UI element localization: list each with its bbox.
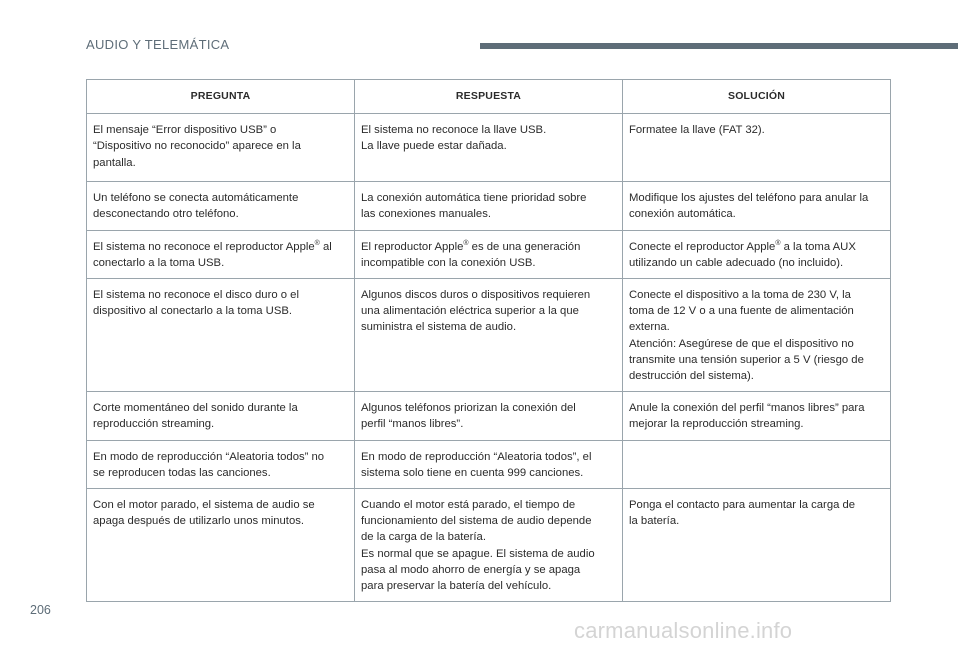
page-number: 206 bbox=[30, 603, 51, 617]
cell-respuesta bbox=[355, 489, 623, 602]
cell-pregunta bbox=[87, 182, 355, 230]
cell-line: desconectando otro teléfono. bbox=[93, 208, 239, 221]
cell-line: reproducción streaming. bbox=[93, 418, 215, 431]
cell-line: externa. bbox=[629, 321, 670, 334]
cell-respuesta bbox=[355, 279, 623, 392]
cell-text: es de una generación bbox=[468, 240, 581, 253]
cell-line: incompatible con la conexión USB. bbox=[361, 256, 536, 269]
cell-solucion bbox=[623, 279, 891, 392]
cell-respuesta bbox=[355, 392, 623, 440]
cell-pregunta bbox=[87, 489, 355, 602]
cell-line: transmite una tensión superior a 5 V (riesgo de bbox=[629, 353, 864, 366]
cell-line: utilizando un cable adecuado (no incluido). bbox=[629, 256, 844, 269]
cell-line bbox=[361, 239, 616, 255]
cell-line: perfil “manos libres”. bbox=[361, 418, 464, 431]
table-row bbox=[87, 392, 891, 440]
cell-line bbox=[629, 239, 884, 255]
cell-line: Cuando el motor está parado, el tiempo de bbox=[361, 499, 576, 512]
cell-line: En modo de reproducción “Aleatoria todos”, el bbox=[361, 450, 592, 463]
cell-respuesta bbox=[355, 230, 623, 278]
cell-pregunta bbox=[87, 440, 355, 488]
cell-line: toma de 12 V o a una fuente de alimentación bbox=[629, 305, 854, 318]
cell-text: El sistema no reconoce el reproductor Apple bbox=[93, 240, 315, 253]
cell-line: dispositivo al conectarlo a la toma USB. bbox=[93, 305, 293, 318]
cell-solucion bbox=[623, 392, 891, 440]
cell-line: Formatee la llave (FAT 32). bbox=[629, 124, 765, 137]
cell-line: mejorar la reproducción streaming. bbox=[629, 418, 804, 431]
cell-line: se reproducen todas las canciones. bbox=[93, 466, 271, 479]
cell-text: al bbox=[319, 240, 332, 253]
table-row bbox=[87, 440, 891, 488]
registered-mark: ® bbox=[314, 239, 320, 247]
cell-line bbox=[93, 239, 348, 255]
column-header-respuesta: RESPUESTA bbox=[355, 80, 623, 114]
cell-line: pantalla. bbox=[93, 156, 136, 169]
cell-line: Algunos discos duros o dispositivos requieren bbox=[361, 289, 591, 302]
cell-pregunta bbox=[87, 114, 355, 182]
cell-respuesta bbox=[355, 440, 623, 488]
cell-text: El reproductor Apple bbox=[361, 240, 464, 253]
cell-line: conexión automática. bbox=[629, 208, 736, 221]
cell-line: pasa al modo ahorro de energía y se apaga bbox=[361, 563, 581, 576]
cell-line: La llave puede estar dañada. bbox=[361, 140, 507, 153]
column-header-pregunta: PREGUNTA bbox=[87, 80, 355, 114]
cell-line: una alimentación eléctrica superior a la que bbox=[361, 305, 579, 318]
cell-solucion bbox=[623, 489, 891, 602]
cell-line: Conecte el dispositivo a la toma de 230 V, la bbox=[629, 289, 851, 302]
cell-text: a la toma AUX bbox=[780, 240, 856, 253]
table-header-row bbox=[87, 80, 891, 114]
cell-line: Un teléfono se conecta automáticamente bbox=[93, 192, 299, 205]
cell-line: para preservar la batería del vehículo. bbox=[361, 580, 552, 593]
section-title: AUDIO Y TELEMÁTICA bbox=[86, 37, 230, 52]
table-row bbox=[87, 114, 891, 182]
cell-solucion-empty bbox=[623, 440, 891, 488]
cell-line: apaga después de utilizarlo unos minutos. bbox=[93, 515, 305, 528]
column-header-solucion: SOLUCIÓN bbox=[623, 80, 891, 114]
cell-text: Conecte el reproductor Apple bbox=[629, 240, 776, 253]
cell-line: la batería. bbox=[629, 515, 680, 528]
cell-solucion bbox=[623, 230, 891, 278]
cell-pregunta bbox=[87, 279, 355, 392]
cell-line: El mensaje “Error dispositivo USB” o bbox=[93, 124, 277, 137]
cell-respuesta bbox=[355, 114, 623, 182]
cell-pregunta bbox=[87, 230, 355, 278]
header-bar bbox=[480, 43, 958, 49]
cell-line: Corte momentáneo del sonido durante la bbox=[93, 402, 298, 415]
cell-line: Algunos teléfonos priorizan la conexión del bbox=[361, 402, 576, 415]
cell-line: Es normal que se apague. El sistema de audio bbox=[361, 547, 595, 560]
troubleshooting-table bbox=[86, 79, 891, 602]
registered-mark: ® bbox=[775, 239, 781, 247]
cell-line: “Dispositivo no reconocido” aparece en la bbox=[93, 140, 301, 153]
cell-line: suministra el sistema de audio. bbox=[361, 321, 517, 334]
cell-solucion bbox=[623, 114, 891, 182]
cell-line: Ponga el contacto para aumentar la carga de bbox=[629, 499, 856, 512]
cell-line: Modifique los ajustes del teléfono para anular la bbox=[629, 192, 869, 205]
cell-line: sistema solo tiene en cuenta 999 canciones. bbox=[361, 466, 584, 479]
cell-respuesta bbox=[355, 182, 623, 230]
cell-solucion bbox=[623, 182, 891, 230]
cell-line: La conexión automática tiene prioridad sobre bbox=[361, 192, 587, 205]
cell-line: las conexiones manuales. bbox=[361, 208, 491, 221]
watermark: carmanualsonline.info bbox=[574, 618, 793, 643]
cell-line: Anule la conexión del perfil “manos libres” para bbox=[629, 402, 865, 415]
cell-line: En modo de reproducción “Aleatoria todos” no bbox=[93, 450, 325, 463]
table-row bbox=[87, 279, 891, 392]
cell-line: destrucción del sistema). bbox=[629, 370, 754, 383]
registered-mark: ® bbox=[463, 239, 469, 247]
cell-line: El sistema no reconoce el disco duro o el bbox=[93, 289, 299, 302]
cell-pregunta bbox=[87, 392, 355, 440]
table-row bbox=[87, 230, 891, 278]
cell-line: Atención: Asegúrese de que el dispositivo no bbox=[629, 337, 854, 350]
table-row bbox=[87, 489, 891, 602]
cell-line: Con el motor parado, el sistema de audio se bbox=[93, 499, 315, 512]
cell-line: conectarlo a la toma USB. bbox=[93, 256, 225, 269]
table-row bbox=[87, 182, 891, 230]
cell-line: El sistema no reconoce la llave USB. bbox=[361, 124, 547, 137]
cell-line: funcionamiento del sistema de audio depende bbox=[361, 515, 592, 528]
cell-line: de la carga de la batería. bbox=[361, 531, 486, 544]
